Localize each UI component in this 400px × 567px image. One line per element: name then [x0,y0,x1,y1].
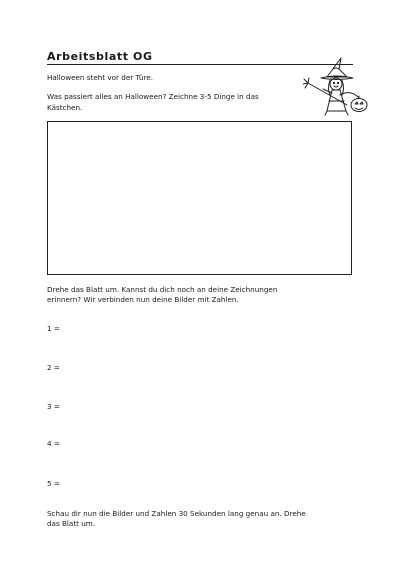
intro-text: Halloween steht vor der Türe. [47,73,153,82]
drawing-box[interactable] [47,121,352,275]
turn-text-line-1: Drehe das Blatt um. Kannst du dich noch an deine Zeichnungen [47,285,278,294]
number-label-1: 1 = [47,324,60,333]
number-label-5: 5 = [47,479,60,488]
final-text-line-2: das Blatt um. [47,519,96,528]
worksheet-title: Arbeitsblatt OG [47,50,153,63]
number-label-2: 2 = [47,363,60,372]
number-label-4: 4 = [47,439,60,448]
task-text-line-1: Was passiert alles an Halloween? Zeichne 3-5 Dinge in das [47,92,259,101]
task-text-line-2: Kästchen. [47,103,83,112]
turn-text-line-2: erinnern? Wir verbinden nun deine Bilder mit Zahlen. [47,295,239,304]
witch-on-broom-icon [303,55,373,123]
number-label-3: 3 = [47,402,60,411]
final-text-line-1: Schau dir nun die Bilder und Zahlen 30 Sekunden lang genau an. Drehe [47,509,306,518]
